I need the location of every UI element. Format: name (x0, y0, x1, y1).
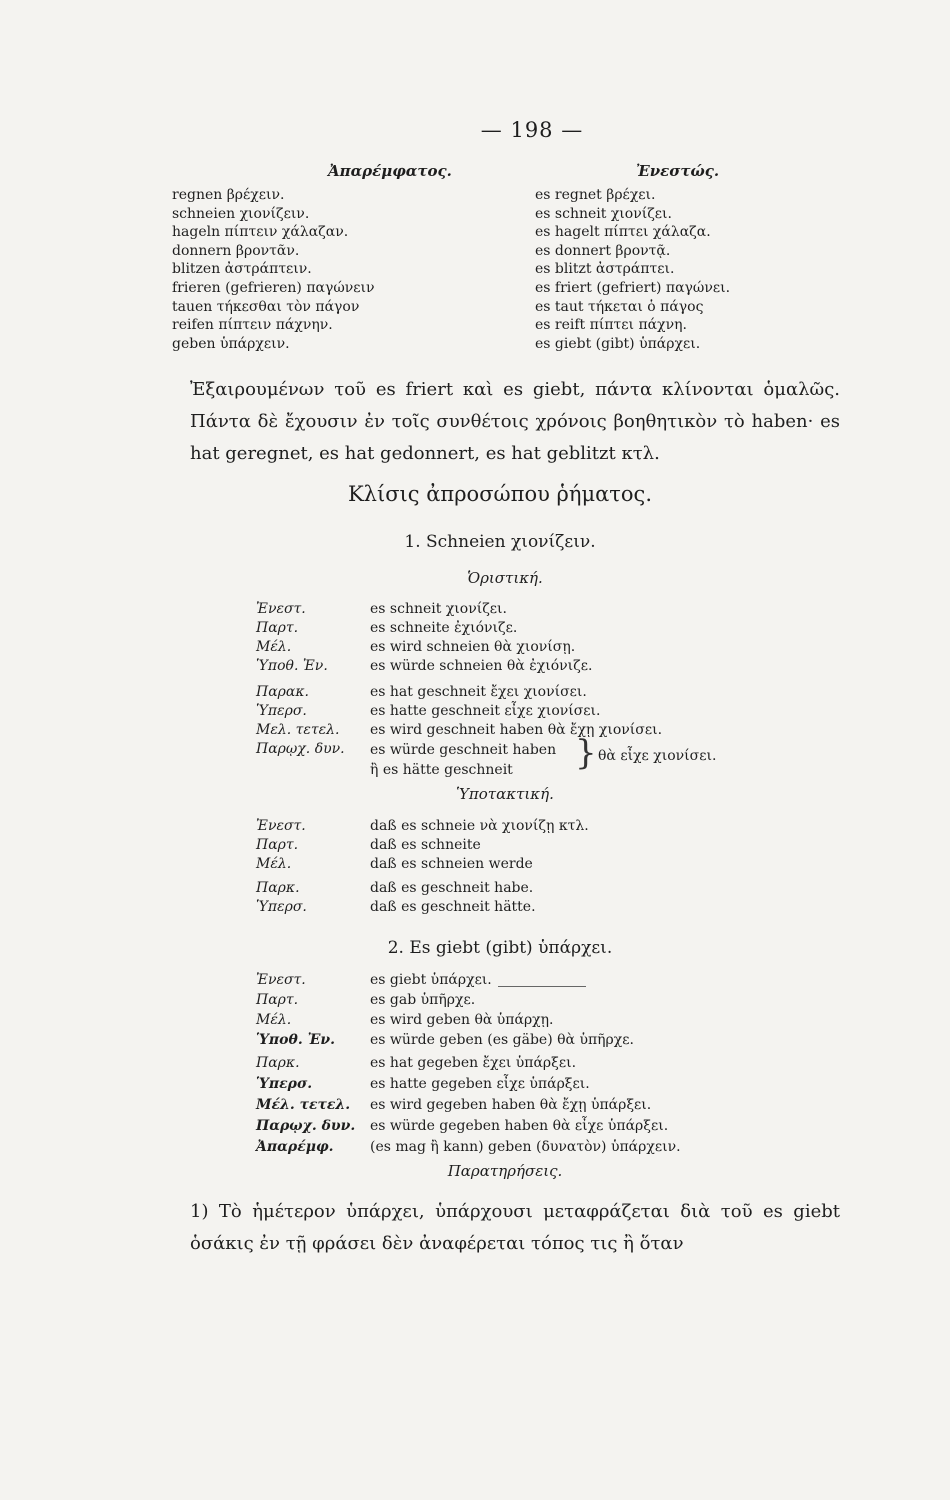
present-item: es reift πίπτει πάχνη. (535, 317, 687, 334)
tense-label: Παρτ. (256, 992, 299, 1008)
present-item: es schneit χιονίζει. (535, 205, 672, 222)
tense-label: Μέλ. τετελ. (256, 1097, 351, 1113)
tense-label: Παρκ. (256, 880, 300, 896)
paragraph-conjugation-note: Ἐξαιρουμένων τοῦ es friert καὶ es giebt, πάντα κλίνονται ὁμαλῶς. Πάντα δὲ ἔχουσιν ἐν τοῖς συνθέτοις χρόνοις βοηθητικὸν τὸ haben· es hat geregnet, es hat gedonnert, es hat geblitzt κτλ. (190, 379, 840, 464)
alternative-forms (370, 737, 556, 779)
infinitive-item: geben ὑπάρχειν. (172, 335, 290, 352)
present-item: es regnet βρέχει. (535, 187, 656, 203)
tense-form: (es mag ἢ kann) geben (δυνατὸν) ὑπάρχειν. (370, 1139, 681, 1155)
tense-label: Παρακ. (256, 684, 309, 700)
right-brace-icon: } (575, 733, 597, 773)
tense-form: daß es geschneit habe. (370, 880, 534, 896)
infinitive-item: donnern βροντᾶν. (172, 242, 300, 259)
tense-form: es giebt ὑπάρχει. (370, 972, 492, 988)
mood-indicative-heading: Ὁριστική. (467, 569, 543, 587)
tense-label: Ἐνεστ. (256, 601, 306, 617)
tense-form: daß es schneite (370, 837, 481, 853)
present-item: es donnert βροντᾷ. (535, 242, 671, 259)
tense-label: Ὑποθ. Ἐν. (256, 1032, 336, 1048)
present-item: es hagelt πίπτει χάλαζα. (535, 224, 711, 241)
tense-label: Ἀπαρέμφ. (256, 1139, 334, 1155)
underline-rule (498, 986, 586, 987)
present-item: es friert (gefriert) παγώνει. (535, 279, 731, 296)
infinitive-item: regnen βρέχειν. (172, 187, 285, 203)
observations-heading: Παρατηρήσεις. (447, 1162, 563, 1180)
present-list (535, 186, 730, 353)
alt-form-1: es würde geschneit haben (370, 742, 557, 758)
tense-label: Μέλ. (256, 639, 292, 655)
present-item: es taut τήκεται ὁ πάγος (535, 298, 704, 315)
tense-label: Ὑπερσ. (256, 1076, 313, 1092)
present-item: es giebt (gibt) ὑπάρχει. (535, 335, 701, 352)
mood-subjunctive-heading: Ὑποτακτική. (456, 785, 554, 803)
infinitive-item: schneien χιονίζειν. (172, 205, 310, 222)
tense-label: Παρῳχ. δυν. (256, 741, 345, 757)
tense-form: es hatte gegeben εἶχε ὑπάρξει. (370, 1076, 590, 1092)
tense-label: Ὑπερσ. (256, 899, 307, 915)
subheading-schneien: 1. Schneien χιονίζειν. (404, 532, 596, 552)
tense-form: es wird schneien θὰ χιονίσῃ. (370, 639, 576, 655)
tense-form: daß es schneien werde (370, 856, 533, 872)
tense-form: es hat gegeben ἔχει ὑπάρξει. (370, 1055, 577, 1071)
tense-label: Παρτ. (256, 620, 299, 636)
infinitive-item: tauen τήκεσθαι τὸν πάγον (172, 298, 360, 315)
tense-form: es wird gegeben haben θὰ ἔχῃ ὑπάρξει. (370, 1097, 652, 1113)
alt-form-translation: θὰ εἶχε χιονίσει. (598, 748, 717, 764)
tense-label: Ὑπερσ. (256, 703, 307, 719)
tense-form: es würde schneien θὰ ἐχιόνιζε. (370, 658, 593, 674)
section-title: Κλίσις ἀπροσώπου ῥήματος. (347, 482, 652, 506)
tense-form: daß es geschneit hätte. (370, 899, 536, 915)
tense-label: Ἐνεστ. (256, 818, 306, 834)
present-item: es blitzt ἀστράπτει. (535, 261, 675, 278)
tense-form: es hat geschneit ἔχει χιονίσει. (370, 684, 587, 700)
tense-form: es schneit χιονίζει. (370, 601, 507, 617)
infinitive-item: blitzen ἀστράπτειν. (172, 261, 312, 278)
subheading-giebt: 2. Es giebt (gibt) ὑπάρχει. (387, 938, 613, 958)
tense-form: es gab ὑπῆρχε. (370, 992, 476, 1008)
tense-label: Παρῳχ. δυν. (256, 1118, 356, 1134)
tense-label: Μέλ. (256, 856, 292, 872)
tense-form: es würde geben (es gäbe) θὰ ὑπῆρχε. (370, 1032, 634, 1048)
tense-label: Ἐνεστ. (256, 972, 306, 988)
column-header-present: Ἐνεστώς. (636, 162, 720, 180)
tense-label: Μελ. τετελ. (256, 722, 340, 738)
tense-form: es wird geschneit haben θὰ ἔχῃ χιονίσει. (370, 722, 663, 738)
alt-form-2: ἢ es hätte geschneit (370, 762, 513, 778)
tense-form: es hatte geschneit εἶχε χιονίσει. (370, 703, 601, 719)
tense-label: Παρτ. (256, 837, 299, 853)
infinitive-item: hageln πίπτειν χάλαζαν. (172, 224, 349, 241)
infinitive-list (172, 186, 375, 353)
paragraph-observation-1: 1) Τὸ ἡμέτερον ὑπάρχει, ὑπάρχουσι μεταφράζεται διὰ τοῦ es giebt ὁσάκις ἐν τῇ φράσει δὲν ἀναφέρεται τόπος τις ἢ ὅταν (190, 1201, 840, 1254)
tense-label: Μέλ. (256, 1012, 292, 1028)
page-number: — 198 — (480, 118, 584, 142)
infinitive-item: frieren (gefrieren) παγώνειν (172, 279, 375, 296)
tense-form: daß es schneie νὰ χιονίζῃ κτλ. (370, 818, 589, 834)
tense-label: Παρκ. (256, 1055, 300, 1071)
tense-form: es wird geben θὰ ὑπάρχῃ. (370, 1012, 554, 1028)
tense-label: Ὑποθ. Ἐν. (256, 658, 328, 674)
column-header-infinitive: Ἀπαρέμφατος. (328, 162, 452, 180)
infinitive-item: reifen πίπτειν πάχνην. (172, 317, 333, 334)
tense-form: es würde gegeben haben θὰ εἶχε ὑπάρξει. (370, 1118, 669, 1134)
tense-form: es schneite ἐχιόνιζε. (370, 620, 518, 636)
